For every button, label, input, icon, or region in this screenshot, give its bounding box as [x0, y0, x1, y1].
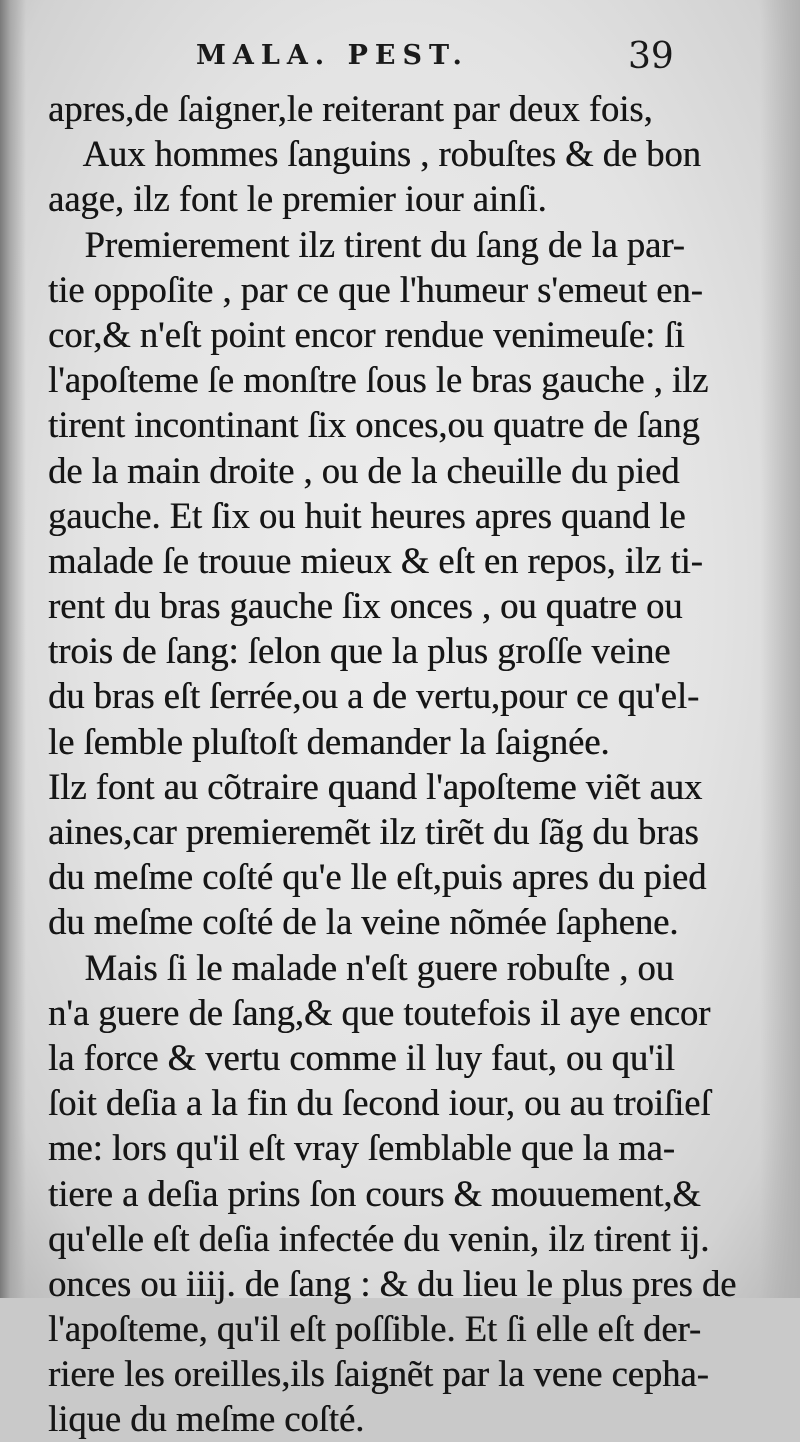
page-gutter-shadow — [0, 0, 26, 1298]
text-line: me: lors qu'il eſt vray ſemblable que la ma- — [48, 1127, 675, 1169]
text-line: lique du meſme coſté. — [48, 1398, 365, 1440]
text-line: tie oppoſite , par ce que l'humeur s'emeut en- — [48, 268, 703, 310]
text-line: ſoit deſia a la fin du ſecond iour, ou au troiſieſ — [48, 1082, 711, 1124]
page-number: 39 — [628, 36, 674, 77]
page-header — [0, 36, 800, 90]
text-line: qu'elle eſt deſia infectée du venin, ilz tirent ij. — [48, 1217, 710, 1259]
text-line: du bras eſt ſerrée,ou a de vertu,pour ce qu'el- — [48, 675, 700, 717]
text-line: la force & vertu comme il luy faut, ou qu'il — [48, 1036, 675, 1078]
body-text — [48, 86, 748, 1442]
text-line: apres,de ſaigner,le reiterant par deux fois, — [48, 88, 653, 129]
text-line: n'a guere de ſang,& que toutefois il aye encor — [48, 991, 711, 1033]
text-line: Premierement ilz tirent du ſang de la par- — [48, 223, 685, 265]
text-line: malade ſe trouue mieux & eſt en repos, ilz ti- — [48, 539, 703, 581]
text-line: Mais ſi le malade n'eſt guere robuſte , ou — [48, 946, 674, 988]
text-line: trois de ſang: ſelon que la plus groſſe veine — [48, 630, 671, 672]
text-line: onces ou iiij. de ſang : & du lieu le plus pres de — [48, 1262, 737, 1304]
text-line: tirent incontinant ſix onces,ou quatre de ſang — [48, 404, 700, 446]
text-line: cor,& n'eſt point encor rendue venimeuſe: ſi — [48, 313, 685, 355]
page-edge-shadow — [760, 0, 800, 1298]
text-line: rent du bras gauche ſix onces , ou quatre ou — [48, 585, 683, 627]
text-line: aage, ilz font le premier iour ainſi. — [48, 178, 547, 220]
text-line: aines,car premieremẽt ilz tirẽt du ſãg du bras — [48, 811, 699, 852]
text-line: Aux hommes ſanguins , robuſtes & de bon — [48, 133, 701, 175]
text-line: gauche. Et ſix ou huit heures apres quand le — [48, 494, 686, 536]
text-line: tiere a deſia prins ſon cours & mouuement,& — [48, 1172, 701, 1214]
text-line: de la main droite , ou de la cheuille du pied — [48, 449, 680, 491]
text-line: Ilz font au cõtraire quand l'apoſteme viẽt aux — [48, 765, 703, 807]
text-line: riere les oreilles,ils ſaignẽt par la vene cepha- — [48, 1353, 709, 1395]
running-head: MALA. PEST. — [196, 40, 469, 71]
text-line: du meſme coſté qu'e lle eſt,puis apres du pied — [48, 856, 707, 898]
text-line: l'apoſteme, qu'il eſt poſſible. Et ſi elle eſt der- — [48, 1308, 702, 1350]
text-line: le ſemble pluſtoſt demander la ſaignée. — [48, 720, 610, 762]
text-line: l'apoſteme ſe monſtre ſous le bras gauche , ilz — [48, 359, 709, 401]
text-line: du meſme coſté de la veine nõmée ſaphene. — [48, 901, 679, 943]
